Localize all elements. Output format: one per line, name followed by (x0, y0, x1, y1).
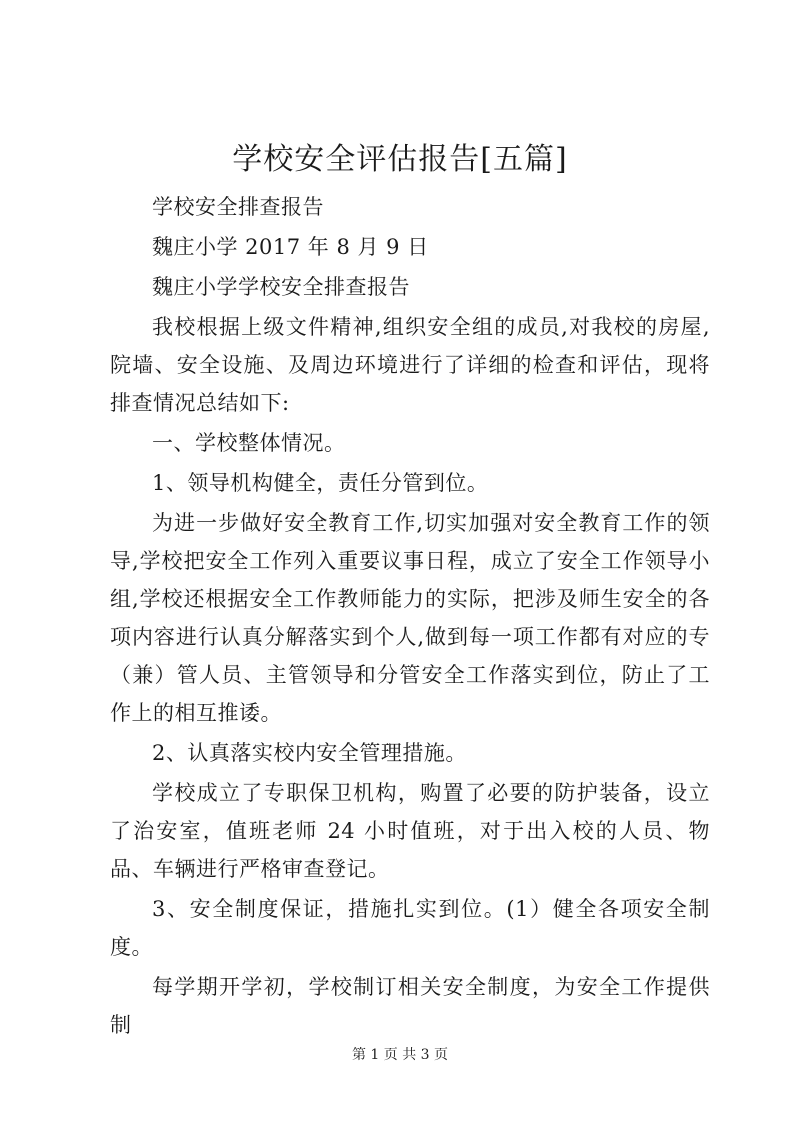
document-title: 学校安全评估报告[五篇] (232, 142, 568, 177)
paragraph: 学校成立了专职保卫机构，购置了必要的防护装备，设立了治安室，值班老师 24 小时值班，对于出入校的人员、物品、车辆进行严格审查登记。 (110, 781, 710, 881)
paragraph: 学校安全排查报告 (152, 195, 324, 219)
document-body (110, 188, 710, 1046)
paragraph: 3、安全制度保证，措施扎实到位。(1）健全各项安全制度。 (110, 897, 710, 959)
paragraph: 我校根据上级文件精神,组织安全组的成员,对我校的房屋,院墙、安全设施、及周边环境进行了详细的检查和评估，现将排查情况总结如下: (110, 315, 710, 415)
paragraph: 一、学校整体情况。 (152, 431, 346, 455)
paragraph: 2、认真落实校内安全管理措施。 (152, 741, 467, 765)
paragraph: 魏庄小学 2017 年 8 月 9 日 (152, 235, 429, 259)
page-number-footer: 第 1 页 共 3 页 (351, 1047, 449, 1063)
paragraph: 魏庄小学学校安全排查报告 (152, 275, 410, 299)
paragraph: 每学期开学初，学校制订相关安全制度，为安全工作提供制 (110, 975, 710, 1037)
paragraph: 1、领导机构健全，责任分管到位。 (152, 471, 489, 495)
paragraph: 为进一步做好安全教育工作,切实加强对安全教育工作的领导,学校把安全工作列入重要议事日程，成立了安全工作领导小组,学校还根据安全工作教师能力的实际，把涉及师生安全的各项内容进行认真分解落实到个人,做到每一项工作都有对应的专（兼）管人员、主管领导和分管安全工作落实到位，防止了工作上的相互推诿。 (110, 511, 710, 725)
